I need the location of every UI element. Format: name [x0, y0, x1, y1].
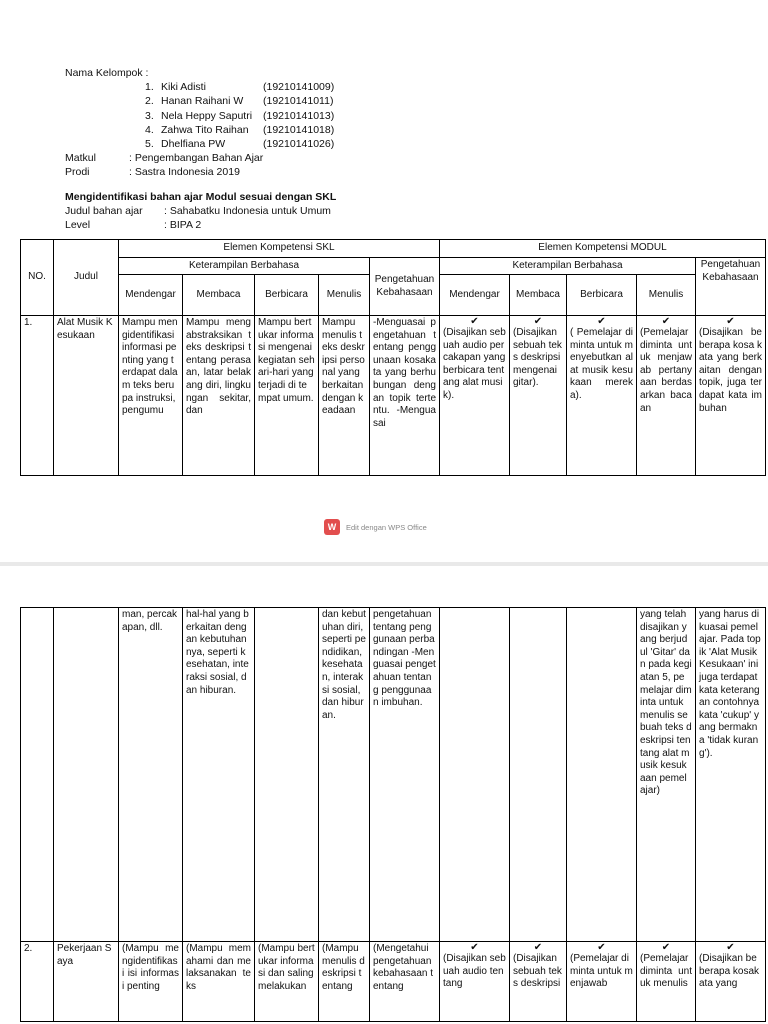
table-row — [21, 942, 766, 1022]
row-judul: Alat Musik Kesukaan — [54, 316, 119, 476]
skl-menulis-cell: dan kebutuhan diri, seperti pendidikan, kesehatan, interaksi sosial, dan hiburan. — [319, 608, 370, 942]
competency-table — [20, 239, 766, 476]
check-icon: ✔ — [470, 942, 479, 953]
judul-row — [65, 204, 336, 218]
member-name: Zahwa Tito Raihan — [161, 123, 249, 136]
member-list — [145, 80, 336, 151]
cell-text: (Pemelajar diminta untuk menulis — [640, 953, 692, 990]
modul-membaca-cell — [510, 316, 567, 476]
skl-menulis-cell: Mampu menulis teks deskripsi personal yang berkaitan dengan keadaan — [319, 316, 370, 476]
header-modul-membaca: Membaca — [510, 275, 567, 316]
skl-berbicara-cell — [255, 608, 319, 942]
document-header — [65, 66, 336, 232]
member-name: Kiki Adisti — [161, 81, 206, 94]
skl-mendengar-cell: man, percakapan, dll. — [119, 608, 183, 942]
modul-mendengar-cell — [440, 316, 510, 476]
header-skl-membaca: Membaca — [183, 275, 255, 316]
check-icon: ✔ — [533, 942, 543, 953]
modul-menulis-cell — [637, 942, 696, 1022]
header-keterampilan-modul: Keterampilan Berbahasa — [440, 258, 696, 275]
row-judul — [54, 608, 119, 942]
header-skl-berbicara: Berbicara — [255, 275, 319, 316]
member-number: 4. — [145, 123, 154, 136]
member-number: 1. — [145, 81, 154, 94]
member-item — [145, 123, 336, 137]
skl-membaca-cell: hal-hal yang berkaitan dengan kebutuhannya, seperti kesehatan, interaksi sosial, dan hiburan. — [183, 608, 255, 942]
header-keterampilan-skl: Keterampilan Berbahasa — [119, 258, 370, 275]
member-name: Hanan Raihani W — [161, 95, 244, 108]
cell-text: ( Pemelajar diminta untuk menyebutkan alat musik kesukaan mereka). — [570, 327, 633, 401]
matkul-row — [65, 151, 336, 165]
check-icon: ✔ — [726, 316, 735, 327]
header-judul: Judul — [54, 240, 119, 316]
skl-membaca-cell: (Mampu memahami dan melaksanakan teks — [183, 942, 255, 1022]
cell-text: (Disajikan sebuah audio percakapan yang berbicara tentang alat musik). — [443, 327, 506, 401]
member-item — [145, 137, 336, 151]
member-nim: (19210141011) — [263, 95, 334, 108]
matkul-label: Matkul — [65, 152, 96, 165]
wps-logo-icon: W — [324, 519, 340, 535]
cell-text: (Disajikan beberapa kosakata yang — [699, 953, 760, 990]
check-icon: ✔ — [533, 316, 543, 327]
row-no: 1. — [21, 316, 54, 476]
member-nim: (19210141013) — [263, 109, 335, 122]
member-nim: (19210141018) — [263, 123, 335, 136]
skl-mendengar-cell: Mampu mengidentifikasi informasi penting yang terdapat dalam teks berupa instruksi, pengumu — [119, 316, 183, 476]
wps-watermark-text: Edit dengan WPS Office — [346, 522, 427, 532]
modul-mendengar-cell — [440, 608, 510, 942]
header-modul-berbicara: Berbicara — [567, 275, 637, 316]
header-modul-menulis: Menulis — [637, 275, 696, 316]
row-no — [21, 608, 54, 942]
header-skl-mendengar: Mendengar — [119, 275, 183, 316]
cell-text: (Disajikan sebuah teks deskripsi — [513, 953, 562, 990]
modul-berbicara-cell — [567, 608, 637, 942]
header-skl-menulis: Menulis — [319, 275, 370, 316]
member-item — [145, 109, 336, 123]
modul-berbicara-cell — [567, 942, 637, 1022]
modul-pengetahuan-cell: yang harus dikuasai pemelajar. Pada topik 'Alat Musik Kesukaan' ini juga terdapat kata keterangan contohnya kata 'cukup' yang bermakna 'tidak kurang'). — [696, 608, 766, 942]
row-no: 2. — [21, 942, 54, 1022]
header-modul: Elemen Kompetensi MODUL — [440, 240, 766, 258]
cell-text: (Pemelajar diminta untuk menjawab pertanyaan berdasarkan bacaan — [640, 327, 692, 414]
cell-text: (Disajikan sebuah audio tentang — [443, 953, 506, 990]
modul-membaca-cell — [510, 942, 567, 1022]
prodi-label: Prodi — [65, 166, 90, 179]
member-number: 5. — [145, 137, 154, 150]
member-name: Dhelfiana PW — [161, 137, 226, 150]
level-row — [65, 218, 336, 232]
table-row — [21, 608, 766, 942]
modul-menulis-cell: yang telah disajikan yang berjudul 'Gitar' dan pada kegiatan 5, pemelajar diminta untuk menulis sebuah teks deskripsi tentang alat musik kesukaan pemelajar) — [637, 608, 696, 942]
row-judul: Pekerjaan Saya — [54, 942, 119, 1022]
skl-menulis-cell: (Mampu menulis deskripsi tentang — [319, 942, 370, 1022]
check-icon: ✔ — [726, 942, 735, 953]
member-item — [145, 80, 336, 94]
skl-pengetahuan-cell: -Menguasai pengetahuan tentang penggunaan kosakata yang berhubungan dengan topik tertentu. -Menguasai — [370, 316, 440, 476]
wps-watermark — [324, 519, 427, 535]
member-nim: (19210141009) — [263, 81, 335, 94]
member-number: 3. — [145, 109, 154, 122]
header-pengetahuan-modul: Pengetahuan Kebahasaan — [696, 258, 766, 316]
cell-text: (Pemelajar diminta untuk menjawab — [570, 953, 633, 990]
level-label: Level — [65, 218, 91, 231]
prodi-row — [65, 165, 336, 179]
cell-text: (Disajikan sebuah teks deskripsi mengenai gitar). — [513, 327, 562, 389]
competency-table-continued — [20, 607, 766, 1022]
member-name: Nela Heppy Saputri — [161, 109, 253, 122]
skl-membaca-cell: Mampu mengabstraksikan teks deskripsi tentang perasaan, latar belakang diri, lingkungan sekitar, dan — [183, 316, 255, 476]
modul-pengetahuan-cell — [696, 942, 766, 1022]
member-item — [145, 94, 336, 108]
matkul-value: : Pengembangan Bahan Ajar — [129, 152, 264, 165]
prodi-value: : Sastra Indonesia 2019 — [129, 166, 240, 179]
section-title: Mengidentifikasi bahan ajar Modul sesuai dengan SKL — [65, 190, 337, 203]
skl-pengetahuan-cell: pengetahuan tentang penggunaan perbandingan -Menguasai pengetahuan tentang penggunaan imbuhan. — [370, 608, 440, 942]
header-modul-mendengar: Mendengar — [440, 275, 510, 316]
modul-menulis-cell — [637, 316, 696, 476]
member-number: 2. — [145, 95, 154, 108]
modul-berbicara-cell — [567, 316, 637, 476]
header-pengetahuan-skl: Pengetahuan Kebahasaan — [370, 258, 440, 316]
member-nim: (19210141026) — [263, 137, 335, 150]
judul-value: : Sahabatku Indonesia untuk Umum — [164, 204, 331, 217]
skl-berbicara-cell: (Mampu bertukar informasi dan saling melakukan — [255, 942, 319, 1022]
skl-mendengar-cell: (Mampu mengidentifikasi isi informasi penting — [119, 942, 183, 1022]
level-value: : BIPA 2 — [164, 218, 202, 231]
modul-membaca-cell — [510, 608, 567, 942]
cell-text: (Disajikan beberapa kosa kata yang berkaitan dengan topik, juga terdapat kata imbuhan — [699, 327, 762, 414]
modul-pengetahuan-cell — [696, 316, 766, 476]
check-icon: ✔ — [661, 316, 671, 327]
check-icon: ✔ — [661, 942, 671, 953]
modul-mendengar-cell — [440, 942, 510, 1022]
header-skl: Elemen Kompetensi SKL — [119, 240, 440, 258]
check-icon: ✔ — [470, 316, 479, 327]
skl-pengetahuan-cell: (Mengetahui pengetahuan kebahasaan tentang — [370, 942, 440, 1022]
table-row — [21, 316, 766, 476]
check-icon: ✔ — [597, 942, 606, 953]
judul-label: Judul bahan ajar — [65, 204, 143, 217]
skl-berbicara-cell: Mampu bertukar informasi mengenai kegiatan sehari-hari yang terjadi di tempat umum. — [255, 316, 319, 476]
header-no: NO. — [21, 240, 54, 316]
check-icon: ✔ — [597, 316, 606, 327]
document-page-2 — [0, 566, 768, 1024]
group-label: Nama Kelompok : — [65, 67, 149, 79]
